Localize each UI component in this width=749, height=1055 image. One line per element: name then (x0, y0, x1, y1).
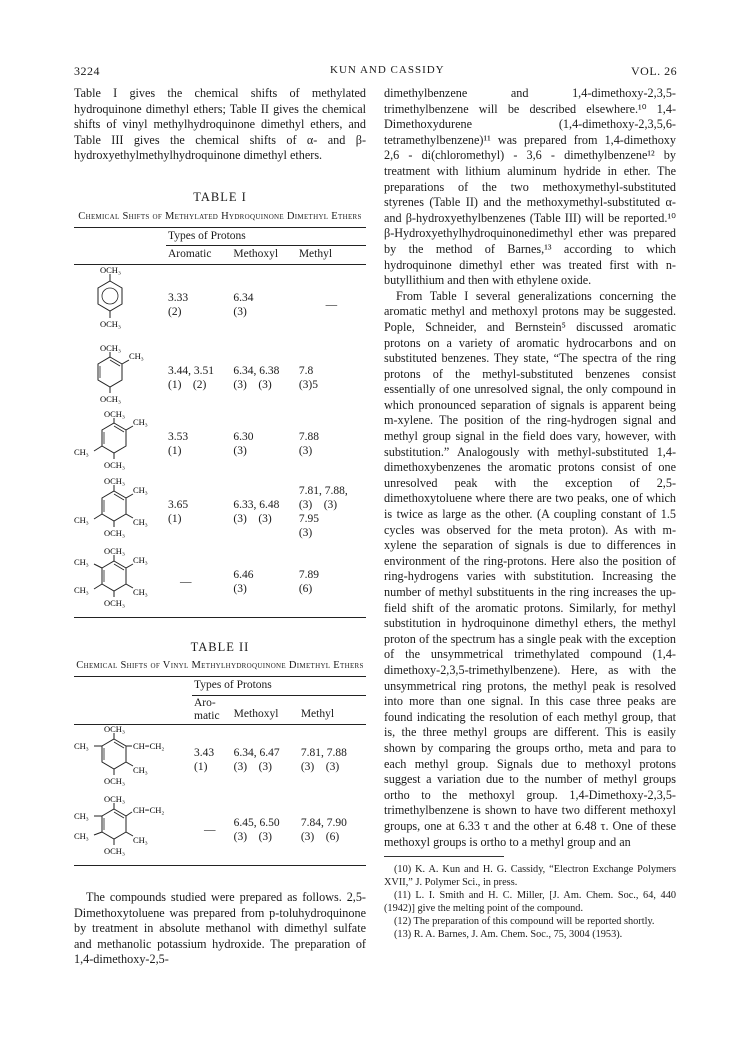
table2-col-methoxyl: Methoxyl (233, 708, 279, 721)
structure-vinyl-dimethoxy-dimethylbenzene (74, 724, 192, 795)
page-number: 3224 (74, 64, 100, 78)
structure-vinyl-dimethoxy-trimethylbenzene (74, 795, 192, 866)
svg-text:CH₃: CH₃ (133, 764, 148, 775)
svg-text:CH₃: CH₃ (74, 514, 89, 525)
footnotes (384, 863, 676, 941)
table2-group-header: Types of Protons (192, 677, 366, 696)
svg-text:CH₃: CH₃ (129, 350, 144, 361)
svg-text:OCH₃: OCH₃ (100, 264, 121, 275)
svg-text:CH₃: CH₃ (133, 834, 148, 845)
table1-col-aromatic: Aromatic (168, 248, 212, 261)
svg-text:OCH₃: OCH₃ (100, 393, 121, 404)
table1-col-methyl: Methyl (298, 248, 333, 261)
table-row: OCH₃ CH₃ CH₃ OCH₃ 3.53 (1) 6.30 (3) 7.88 (3) (74, 411, 366, 477)
svg-text:OCH₃: OCH₃ (104, 410, 125, 419)
table-row: OCH₃ CH=CH₂ CH₃ CH₃ CH₃ OCH₃ — 6.45, 6.50 (3) (3) 7.84, 7.90 (3) (6) (74, 795, 366, 866)
svg-text:OCH₃: OCH₃ (104, 597, 125, 608)
table1-title: TABLE I (193, 189, 247, 204)
svg-text:CH₃: CH₃ (133, 416, 148, 427)
svg-text:CH₃: CH₃ (74, 810, 89, 821)
svg-text:CH₃: CH₃ (133, 484, 148, 495)
preparation-paragraph: The compounds studied were prepared as follows. 2,5-Dimethoxytoluene was prepared from p-toluhydroquinone by treatment in absolute methanol with dimethyl sulfate and methanolic potassium hydroxide. The preparation of 1,4-dimethoxy-2,5- (74, 889, 366, 967)
volume-label: VOL. 26 (631, 64, 678, 78)
svg-text:OCH₃: OCH₃ (104, 775, 125, 786)
svg-text:CH₃: CH₃ (74, 556, 89, 567)
body-paragraph-1: dimethylbenzene and 1,4-dimethoxy-2,3,5-trimethylbenzene will be described elsewhere.¹⁰ 1,4-Dimethoxydurene (1,4-dimethoxy-2,3,5,6-tetramethylbenzene)¹¹ was prepared from 1,4-dimethoxy 2,6 - di(chloromethyl) - 3,6 - dimethylbenzene¹² by treatment with lithium aluminum hydride in ether. The preparations of the two methoxymethyl-substituted styrenes (Table II) and the methoxymethyl-substituted α- and β-hydroxyethylbenzenes (Table III) will be reported.¹⁰ β-Hydroxyethylhydroquinonedimethyl ether was prepared by the method of Barnes,¹³ according to which hydroquinone dimethyl ether was treated first with n-butyllithium and then with ethylene oxide. (384, 86, 676, 288)
svg-text:CH₃: CH₃ (133, 586, 148, 597)
svg-text:OCH₃: OCH₃ (104, 845, 125, 856)
svg-text:CH₃: CH₃ (133, 554, 148, 565)
table1 (74, 227, 366, 618)
table-row: OCH₃ CH=CH₂ CH₃ CH₃ OCH₃ 3.43 (1) 6.34, 6.47 (3) (3) 7.81, 7.88 (3) (3) (74, 724, 366, 795)
footnote-12: (12) The preparation of this compound will be reported shortly. (394, 916, 655, 928)
svg-text:CH=CH₂: CH=CH₂ (133, 740, 165, 751)
svg-text:OCH₃: OCH₃ (104, 724, 125, 734)
structure-dimethoxy-dimethylbenzene (74, 411, 166, 477)
structure-hydroquinone-dimethyl-ether (74, 264, 166, 345)
svg-text:OCH₃: OCH₃ (104, 794, 125, 804)
svg-text:OCH₃: OCH₃ (104, 527, 125, 538)
svg-text:CH₃: CH₃ (74, 584, 89, 595)
table-row: OCH₃ CH₃ OCH₃ 3.44, 3.51 (1) (2) 6.34, 6.38 (3) (3) 7.8 (3)5 (74, 345, 366, 411)
table2-title: TABLE II (190, 639, 250, 654)
svg-text:CH₃: CH₃ (74, 740, 89, 751)
right-column (384, 86, 676, 941)
table-row: OCH₃ CH₃ CH₃ CH₃ CH₃ OCH₃ — 6.46 (3) 7.89 (6) (74, 547, 366, 618)
footnote-11: (11) L. I. Smith and H. C. Miller, [J. Am. Chem. Soc., 64, 440 (1942)] give the melting point of the compound. (384, 890, 676, 915)
intro-paragraph: Table I gives the chemical shifts of methylated hydroquinone dimethyl ethers; Table II gives the chemical shifts of vinyl methylhydroquinone dimethyl ethers, and Table III gives the chemical shifts of α- and β-hydroxyethylmethylhydroquinone dimethyl ethers. (74, 86, 366, 163)
structure-dimethoxydurene (74, 547, 166, 618)
svg-text:OCH₃: OCH₃ (104, 546, 125, 556)
svg-text:OCH₃: OCH₃ (100, 318, 121, 329)
svg-text:CH₃: CH₃ (74, 446, 89, 457)
structure-dimethoxy-trimethylbenzene (74, 477, 166, 547)
table1-group-header: Types of Protons (166, 227, 366, 246)
footnote-10: (10) K. A. Kun and H. G. Cassidy, “Electron Exchange Polymers XVII,” J. Polymer Sci., in press. (384, 864, 676, 889)
table2: Types of Protons Aro- matic Methoxyl Methyl OCH₃ CH=CH₂ CH₃ CH₃ OCH₃ 3.43 (1) 6.34, 6.47 (3) (3) 7.81, 7.88 (3) (3) OCH₃ CH=CH₂ CH₃ CH₃ CH₃ OCH₃ — 6.45, 6.50 (3) (3) 7.84, 7.90 (3) (6) (74, 676, 366, 866)
structure-dimethoxytoluene (74, 345, 166, 411)
svg-text:OCH₃: OCH₃ (100, 344, 121, 353)
left-column (74, 86, 366, 968)
svg-text:CH=CH₂: CH=CH₂ (133, 804, 165, 815)
table2-col-aromatic: Aro- (194, 696, 216, 709)
running-title: KUN AND CASSIDY (330, 64, 445, 76)
svg-text:CH₃: CH₃ (133, 516, 148, 527)
body-paragraph-2: From Table I several generalizations concerning the aromatic methyl and methoxyl protons may be suggested. Pople, Schneider, and Bernstein⁵ discussed aromatic protons on a variety of aromatic hydrocarbons and on substituted benzenes. They state, “The spectra of the ring protons of the methyl-substituted benzenes consist essentially of one unresolved signal, the only compound in which pronounced separation of signals is apparent being m-xylene. The position of the ring-hydrogen signal and methyl group signal in the field does vary, however, with substitution.” Analogously with methyl-substituted 1,4-dimethoxybenzenes the aromatic protons consist of one unresolved peak with the exception of 2,5-dimethoxytoluene where there are two peaks, one of which is twice as large as the other. (A coupling constant of 1.5 cycles was observed for the meta proton). As with m-xylene the separation of signals is due to differences in environment of the ring-protons. Here also the position of ring-hydrogens varies with substitution. Increasing the number of methyl substituents in the ring increases the up-field shift of the aromatic protons. Similarly, for methyl substitution in hydroquinone dimethyl ethers, the methyl proton of the spectrum has a single peak with the exception of the unsymmetrical trimethylated compound (1,4-dimethoxy-2,3,5-trimethylbenzene). Here, as with the unsymmetrical ring protons, the methyl peak is resolved into more than one signal. In this case three peaks are found indicating the resolution of each methyl group, that is, the three methyl groups are different. This is easily shown by comparing the groups ortho, meta and para to each methyl group. Signals due to methoxyl protons suggest a variation due to the number of methyl groups ortho to the methoxyl group. 1,4-Dimethoxy-2,3,5-trimethylbenzene is shown to have two different methoxyl groups, one at 6.33 τ and the other at 6.48 τ. One of these methoxyl groups is ortho to a methyl group and an (384, 288, 676, 849)
footnote-divider (384, 856, 504, 857)
table1-col-methoxyl: Methoxyl (233, 248, 279, 261)
svg-text:CH₃: CH₃ (74, 830, 89, 841)
table-row: OCH₃ CH₃ CH₃ CH₃ OCH₃ 3.65 (1) 6.33, 6.48 (3) (3) 7.81, 7.88, (3) (3) 7.95 (3) (74, 477, 366, 547)
table2-col-methyl: Methyl (300, 708, 335, 721)
table2-caption: Chemical Shifts of Vinyl Methylhydroquinone Dimethyl Ethers (76, 660, 364, 672)
svg-text:OCH₃: OCH₃ (104, 459, 125, 470)
table-row: OCH₃ OCH₃ 3.33 (2) 6.34 (3) — (74, 264, 366, 345)
svg-text:OCH₃: OCH₃ (104, 476, 125, 486)
footnote-13: (13) R. A. Barnes, J. Am. Chem. Soc., 75, 3004 (1953). (394, 929, 623, 941)
table1-caption: Chemical Shifts of Methylated Hydroquinone Dimethyl Ethers (78, 210, 362, 222)
